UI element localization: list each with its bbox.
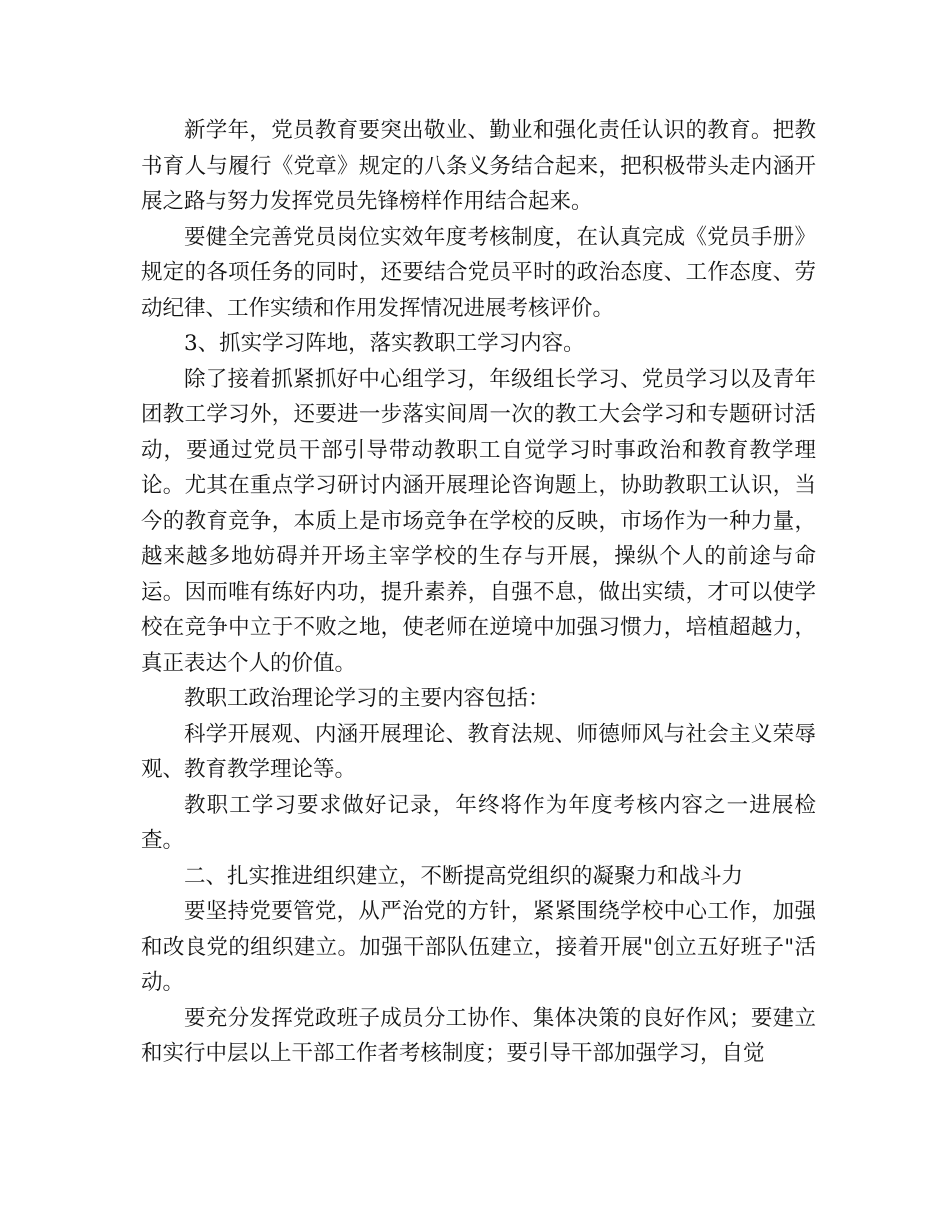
paragraph-study-activities: 除了接着抓紧抓好中心组学习，年级组长学习、党员学习以及青年团教工学习外，还要进一步落实间周一次的教工大会学习和专题研讨活动，要通过党员干部引导带动教职工自觉学习时事政治和教育教学理论。尤其在重点学习研讨内涵开展理论咨询题上，协助教职工认识，当今的教育竞争，本质上是市场竞争在学校的反映，市场作为一种力量，越来越多地妨碍并开场主宰学校的生存与开展，操纵个人的前途与命运。因而唯有练好内功，提升素养，自强不息，做出实绩，才可以使学校在竞争中立于不败之地，使老师在逆境中加强习惯力，培植超越力，真正表达个人的价值。 [141,366,816,676]
paragraph-leadership-team: 要充分发挥党政班子成员分工协作、集体决策的良好作风；要建立和实行中层以上干部工作者考核制度；要引导干部加强学习，自觉 [141,1005,816,1066]
paragraph-study-content-intro: 教职工政治理论学习的主要内容包括： [184,686,550,711]
paragraph-study-content-list: 科学开展观、内涵开展理论、教育法规、师德师风与社会主义荣辱观、教育教学理论等。 [141,721,816,782]
paragraph-party-management: 要坚持党要管党，从严治党的方针，紧紧围绕学校中心工作，加强和改良党的组织建立。加强干部队伍建立，接着开展"创立五好班子"活动。 [141,899,816,995]
paragraph-study-records: 教职工学习要求做好记录，年终将作为年度考核内容之一进展检查。 [141,792,816,853]
document-body [141,113,816,1072]
paragraph-party-education: 新学年，党员教育要突出敬业、勤业和强化责任认识的教育。把教书育人与履行《党章》规定的八条义务结合起来，把积极带头走内涵开展之路与努力发挥党员先锋榜样作用结合起来。 [141,118,816,214]
paragraph-section-2-heading: 二、扎实推进组织建立，不断提高党组织的凝聚力和战斗力 [184,863,744,889]
paragraph-annual-assessment: 要健全完善党员岗位实效年度考核制度，在认真完成《党员手册》规定的各项任务的同时，还要结合党员平时的政治态度、工作态度、劳动纪律、工作实绩和作用发挥情况进展考核评价。 [141,224,816,321]
paragraph-section-3-heading: 3、抓实学习阵地，落实教职工学习内容。 [184,331,585,356]
